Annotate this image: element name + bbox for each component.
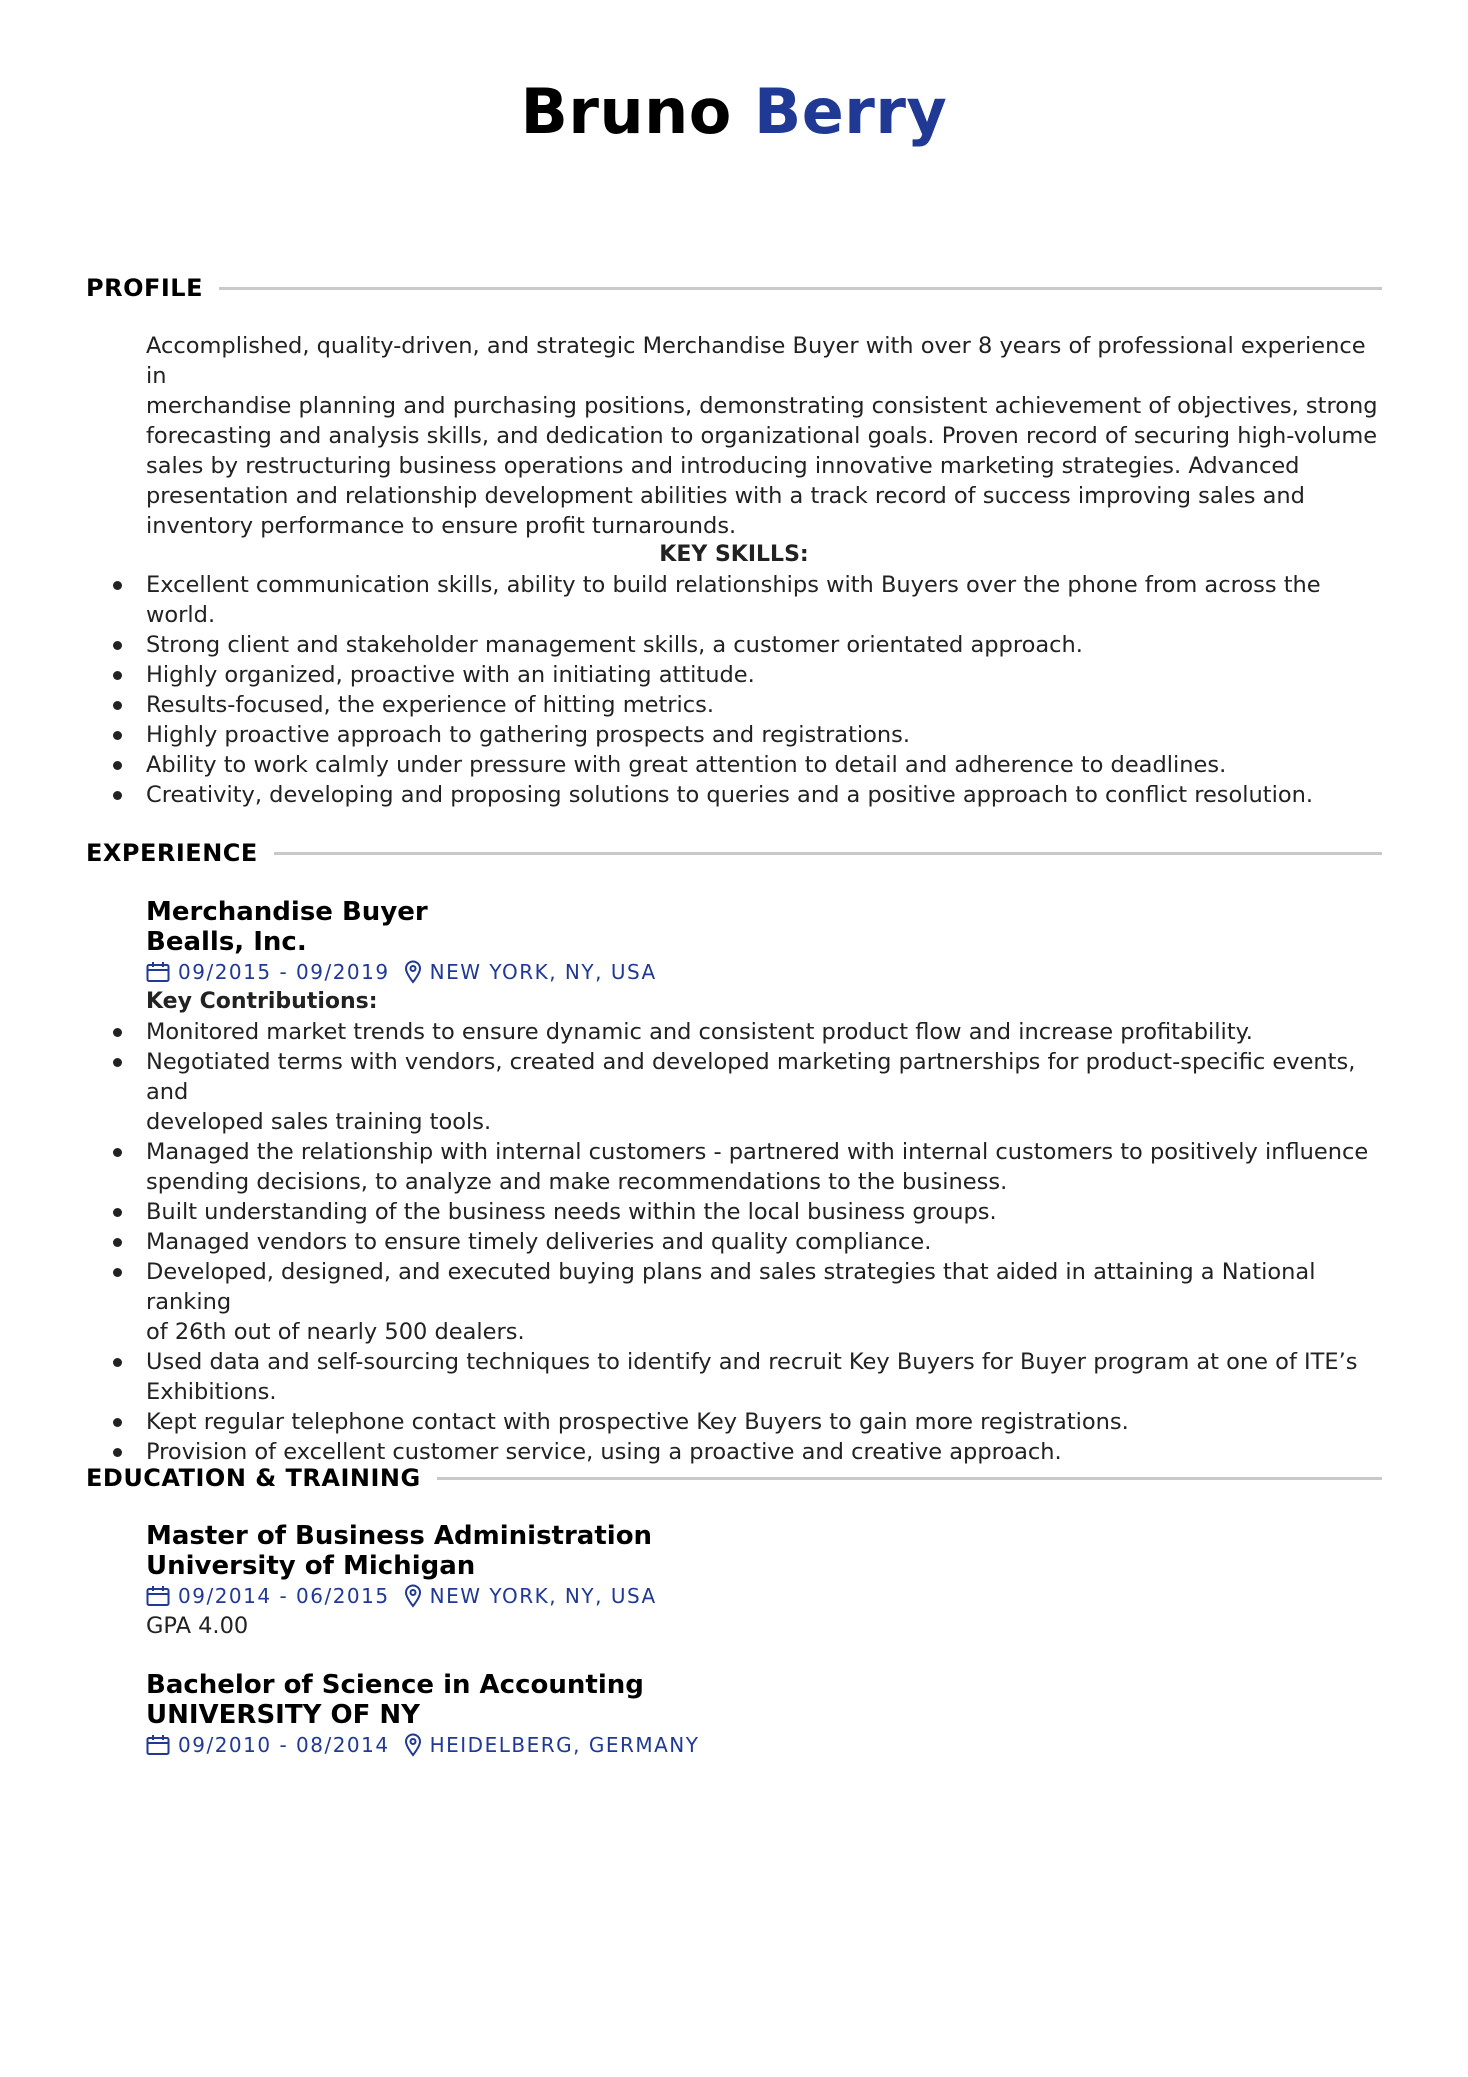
bullet-dot (113, 791, 122, 800)
section-divider (437, 1477, 1382, 1480)
job-meta (146, 957, 1386, 987)
location-pin-icon (404, 1584, 422, 1608)
bullet-dot (113, 1028, 122, 1037)
profile-section-title: PROFILE (86, 274, 203, 302)
contributions-list (146, 1017, 1386, 1467)
key-skills-title: KEY SKILLS: (659, 542, 809, 567)
school-name: UNIVERSITY OF NY (146, 1700, 420, 1730)
contribution-item: Kept regular telephone contact with prospective Key Buyers to gain more registrations. (146, 1407, 1386, 1437)
skill-item: Highly proactive approach to gathering prospects and registrations. (146, 720, 1386, 750)
bullet-dot (113, 701, 122, 710)
contribution-item: Monitored market trends to ensure dynamic and consistent product flow and increase profitability. (146, 1017, 1386, 1047)
degree-title: Bachelor of Science in Accounting (146, 1670, 644, 1700)
skill-item: Strong client and stakeholder management skills, a customer orientated approach. (146, 630, 1386, 660)
bullet-dot (113, 671, 122, 680)
location-pin-icon (404, 960, 422, 984)
skill-item: Excellent communication skills, ability to build relationships with Buyers over the phone from across the world. (146, 570, 1386, 630)
contribution-item: Managed the relationship with internal customers - partnered with internal customers to positively influence spending decisions, to analyze and make recommendations to the business. (146, 1137, 1386, 1197)
bullet-dot (113, 1238, 122, 1247)
job-location: NEW YORK, NY, USA (429, 960, 657, 984)
contribution-item: Provision of excellent customer service, using a proactive and creative approach. (146, 1437, 1386, 1467)
bullet-dot (113, 761, 122, 770)
profile-section-header (86, 271, 1382, 305)
skill-item: Results-focused, the experience of hitting metrics. (146, 690, 1386, 720)
calendar-icon (146, 1585, 170, 1607)
job-dates: 09/2015 - 09/2019 (178, 960, 390, 984)
summary-line: Accomplished, quality-driven, and strategic Merchandise Buyer with over 8 years of professional experience in (146, 333, 1366, 389)
degree-title: Master of Business Administration (146, 1521, 653, 1551)
calendar-icon (146, 1734, 170, 1756)
bullet-dot (113, 581, 122, 590)
experience-section-title: EXPERIENCE (86, 839, 258, 867)
key-skills-list-wrapper (146, 570, 1386, 810)
section-divider (274, 852, 1382, 855)
bullet-dot (113, 1418, 122, 1427)
education-section-title: EDUCATION & TRAINING (86, 1464, 421, 1492)
summary-line: sales by restructuring business operations and introducing innovative marketing strategies. Advanced (146, 453, 1300, 479)
summary-line: forecasting and analysis skills, and dedication to organizational goals. Proven record of securing high-volume (146, 423, 1378, 449)
section-divider (219, 287, 1382, 290)
bullet-dot (113, 1358, 122, 1367)
gpa-note: GPA 4.00 (146, 1613, 249, 1639)
education-entry (146, 1521, 1386, 1641)
key-contributions-title: Key Contributions: (146, 989, 378, 1014)
summary-line: inventory performance to ensure profit turnarounds. (146, 513, 737, 539)
school-name: University of Michigan (146, 1551, 476, 1581)
key-skills-list (146, 570, 1386, 810)
skill-item: Creativity, developing and proposing solutions to queries and a positive approach to conflict resolution. (146, 780, 1386, 810)
bullet-dot (113, 1268, 122, 1277)
job-entry (146, 897, 1386, 1467)
summary-line: merchandise planning and purchasing positions, demonstrating consistent achievement of objectives, strong (146, 393, 1378, 419)
bullet-dot (113, 1448, 122, 1457)
profile-summary (146, 331, 1386, 541)
bullet-dot (113, 1208, 122, 1217)
candidate-name (0, 72, 1468, 152)
skill-item: Highly organized, proactive with an initiating attitude. (146, 660, 1386, 690)
bullet-dot (113, 731, 122, 740)
education-dates: 09/2014 - 06/2015 (178, 1584, 390, 1608)
job-company: Bealls, Inc. (146, 927, 307, 957)
bullet-dot (113, 1148, 122, 1157)
skill-item: Ability to work calmly under pressure with great attention to detail and adherence to deadlines. (146, 750, 1386, 780)
calendar-icon (146, 961, 170, 983)
education-location: HEIDELBERG, GERMANY (429, 1733, 700, 1757)
first-name: Bruno (520, 75, 732, 148)
contribution-item: Managed vendors to ensure timely deliveries and quality compliance. (146, 1227, 1386, 1257)
education-entry (146, 1670, 1386, 1760)
contribution-item: Developed, designed, and executed buying plans and sales strategies that aided in attaining a National ranking of 26th out of nearly 500 dealers. (146, 1257, 1386, 1347)
summary-line: presentation and relationship development abilities with a track record of success improving sales and (146, 483, 1305, 509)
contribution-item: Negotiated terms with vendors, created and developed marketing partnerships for product-specific events, and developed sales training tools. (146, 1047, 1386, 1137)
education-dates: 09/2010 - 08/2014 (178, 1733, 390, 1757)
last-name: Berry (753, 75, 948, 148)
contribution-item: Built understanding of the business needs within the local business groups. (146, 1197, 1386, 1227)
education-location: NEW YORK, NY, USA (429, 1584, 657, 1608)
experience-section-header (86, 836, 1382, 870)
contribution-item: Used data and self-sourcing techniques to identify and recruit Key Buyers for Buyer program at one of ITE’s Exhibitions. (146, 1347, 1386, 1407)
education-section-header (86, 1461, 1382, 1495)
bullet-dot (113, 1058, 122, 1067)
job-position: Merchandise Buyer (146, 897, 428, 927)
location-pin-icon (404, 1733, 422, 1757)
education-meta (146, 1730, 1386, 1760)
education-meta (146, 1581, 1386, 1611)
bullet-dot (113, 641, 122, 650)
